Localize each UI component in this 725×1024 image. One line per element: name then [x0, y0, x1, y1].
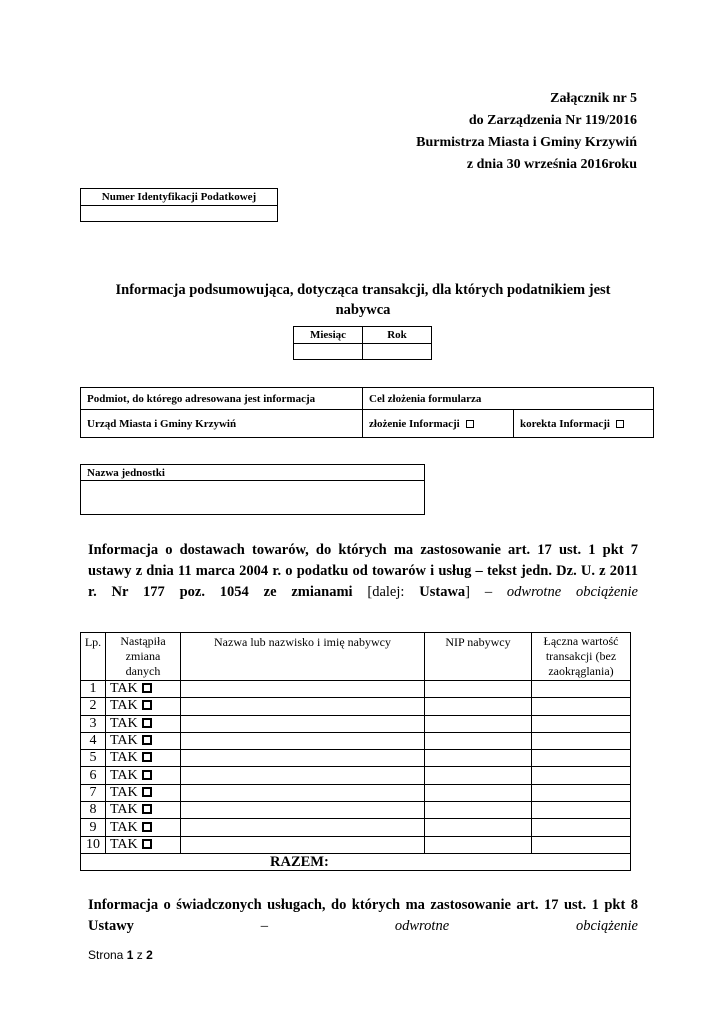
row-value-cell[interactable] [532, 750, 631, 767]
purpose-header: Cel złożenia formularza [363, 388, 654, 410]
row-changed-label: TAK [110, 819, 138, 835]
checkbox-icon[interactable] [142, 700, 152, 710]
row-changed-label: TAK [110, 802, 138, 818]
nip-label: Numer Identyfikacji Podatkowej [81, 189, 278, 206]
table-body [81, 681, 631, 854]
row-changed[interactable] [106, 819, 181, 836]
checkbox-icon[interactable] [142, 822, 152, 832]
table-row [81, 784, 631, 801]
row-name-cell[interactable] [181, 681, 425, 698]
col-changed: Nastąpiła zmiana danych [106, 633, 181, 681]
row-name-cell[interactable] [181, 732, 425, 749]
row-name-cell[interactable] [181, 750, 425, 767]
checkbox-icon[interactable] [616, 420, 624, 428]
row-lp: 5 [81, 750, 106, 767]
row-value-cell[interactable] [532, 767, 631, 784]
total-label: RAZEM: [81, 853, 631, 870]
row-nip-cell[interactable] [425, 698, 532, 715]
row-changed-label: TAK [110, 784, 138, 800]
section2-paragraph [88, 895, 638, 958]
table-row [81, 836, 631, 853]
unit-box [80, 464, 425, 515]
row-nip-cell[interactable] [425, 750, 532, 767]
row-value-cell[interactable] [532, 784, 631, 801]
table-row [81, 802, 631, 819]
ordinance-number: do Zarządzenia Nr 119/2016 [468, 113, 637, 128]
section1-bold: Informacja o dostawach towarów, do których ma zastosowanie art. 17 ust. 1 pkt 7 ustawy z dnia 11 marca 2004 r. o podatku od towarów i usług – tekst jedn. Dz. U. z 2011 r. Nr 177 poz. 1054 ze zmianami [88, 542, 638, 600]
row-lp: 4 [81, 732, 106, 749]
period-table [293, 326, 432, 360]
section1-bracket-open: [dalej: [352, 584, 420, 600]
footer-total: 2 [146, 948, 153, 962]
subject-header: Podmiot, do którego adresowana jest informacja [81, 388, 363, 410]
nip-box [80, 188, 278, 222]
row-value-cell[interactable] [532, 836, 631, 853]
row-name-cell[interactable] [181, 784, 425, 801]
unit-field[interactable] [81, 481, 425, 515]
table-row [81, 681, 631, 698]
row-name-cell[interactable] [181, 698, 425, 715]
row-changed-label: TAK [110, 698, 138, 714]
col-value: Łączna wartość transakcji (bez zaokrąglania) [532, 633, 631, 681]
page-footer [88, 948, 153, 962]
checkbox-icon[interactable] [142, 839, 152, 849]
section1-paragraph [88, 540, 638, 624]
row-name-cell[interactable] [181, 715, 425, 732]
table-row [81, 732, 631, 749]
table-row [81, 750, 631, 767]
row-nip-cell[interactable] [425, 784, 532, 801]
section2-italic: odwrotne obciążenie [394, 918, 638, 934]
section1-bracket-close: ] – [465, 584, 507, 600]
section1-term: Ustawa [419, 584, 466, 600]
footer-prefix: Strona [88, 948, 127, 962]
checkbox-icon[interactable] [466, 420, 474, 428]
section2-dash: – [133, 918, 395, 934]
row-value-cell[interactable] [532, 715, 631, 732]
row-changed-label: TAK [110, 715, 138, 731]
row-changed-label: TAK [110, 733, 138, 749]
row-lp: 2 [81, 698, 106, 715]
footer-page: 1 [126, 948, 134, 962]
year-label: Rok [363, 327, 432, 344]
unit-label: Nazwa jednostki [81, 465, 425, 481]
row-value-cell[interactable] [532, 681, 631, 698]
row-changed[interactable] [106, 836, 181, 853]
row-nip-cell[interactable] [425, 767, 532, 784]
form-title [88, 280, 638, 320]
row-changed-label: TAK [110, 836, 138, 852]
row-nip-cell[interactable] [425, 681, 532, 698]
col-nip: NIP nabywcy [425, 633, 532, 681]
row-changed[interactable] [106, 681, 181, 698]
form-title-line2: nabywca [335, 302, 391, 318]
row-nip-cell[interactable] [425, 802, 532, 819]
row-lp: 10 [81, 836, 106, 853]
checkbox-icon[interactable] [142, 735, 152, 745]
row-changed[interactable] [106, 784, 181, 801]
row-nip-cell[interactable] [425, 819, 532, 836]
table-row [81, 698, 631, 715]
option-submit-label: złożenie Informacji [369, 417, 460, 430]
row-lp: 3 [81, 715, 106, 732]
row-changed[interactable] [106, 802, 181, 819]
total-row [81, 853, 631, 870]
issuer: Burmistrza Miasta i Gminy Krzywiń [416, 135, 637, 150]
row-name-cell[interactable] [181, 836, 425, 853]
row-lp: 1 [81, 681, 106, 698]
row-lp: 8 [81, 802, 106, 819]
subject-value: Urząd Miasta i Gminy Krzywiń [81, 410, 363, 438]
row-name-cell[interactable] [181, 767, 425, 784]
table-row [81, 715, 631, 732]
row-changed[interactable] [106, 715, 181, 732]
option-submit[interactable] [363, 410, 514, 438]
attachment-header [416, 88, 637, 176]
row-lp: 9 [81, 819, 106, 836]
row-lp: 7 [81, 784, 106, 801]
month-label: Miesiąc [294, 327, 363, 344]
form-title-line1: Informacja podsumowująca, dotycząca transakcji, dla których podatnikiem jest [115, 282, 611, 298]
checkbox-icon[interactable] [142, 718, 152, 728]
row-changed[interactable] [106, 767, 181, 784]
row-value-cell[interactable] [532, 802, 631, 819]
table-header-row [81, 633, 631, 681]
col-name: Nazwa lub nazwisko i imię nabywcy [181, 633, 425, 681]
row-nip-cell[interactable] [425, 732, 532, 749]
row-changed-label: TAK [110, 681, 138, 697]
table-row [81, 767, 631, 784]
row-changed[interactable] [106, 732, 181, 749]
ordinance-date: z dnia 30 września 2016roku [466, 157, 637, 172]
checkbox-icon[interactable] [142, 770, 152, 780]
year-field[interactable] [363, 344, 432, 360]
nip-field[interactable] [81, 206, 278, 222]
col-lp: Lp. [81, 633, 106, 681]
option-correct[interactable] [514, 410, 654, 438]
section2-bold: Informacja o świadczonych usługach, do których ma zastosowanie art. 17 ust. 1 pkt 8 Ustawy [88, 897, 638, 934]
checkbox-icon[interactable] [142, 804, 152, 814]
row-value-cell[interactable] [532, 698, 631, 715]
row-value-cell[interactable] [532, 819, 631, 836]
addressee-table [80, 387, 654, 438]
row-value-cell[interactable] [532, 732, 631, 749]
row-nip-cell[interactable] [425, 836, 532, 853]
option-correct-label: korekta Informacji [520, 417, 610, 430]
row-changed[interactable] [106, 698, 181, 715]
row-nip-cell[interactable] [425, 715, 532, 732]
section1-italic: odwrotne obciążenie [506, 584, 638, 600]
month-field[interactable] [294, 344, 363, 360]
row-changed[interactable] [106, 750, 181, 767]
row-changed-label: TAK [110, 750, 138, 766]
row-lp: 6 [81, 767, 106, 784]
row-changed-label: TAK [110, 767, 138, 783]
table-row [81, 819, 631, 836]
transactions-table [80, 632, 631, 871]
row-name-cell[interactable] [181, 819, 425, 836]
row-name-cell[interactable] [181, 802, 425, 819]
checkbox-icon[interactable] [142, 752, 152, 762]
footer-sep: z [133, 948, 147, 962]
checkbox-icon[interactable] [142, 683, 152, 693]
checkbox-icon[interactable] [142, 787, 152, 797]
attachment-number: Załącznik nr 5 [550, 91, 637, 106]
